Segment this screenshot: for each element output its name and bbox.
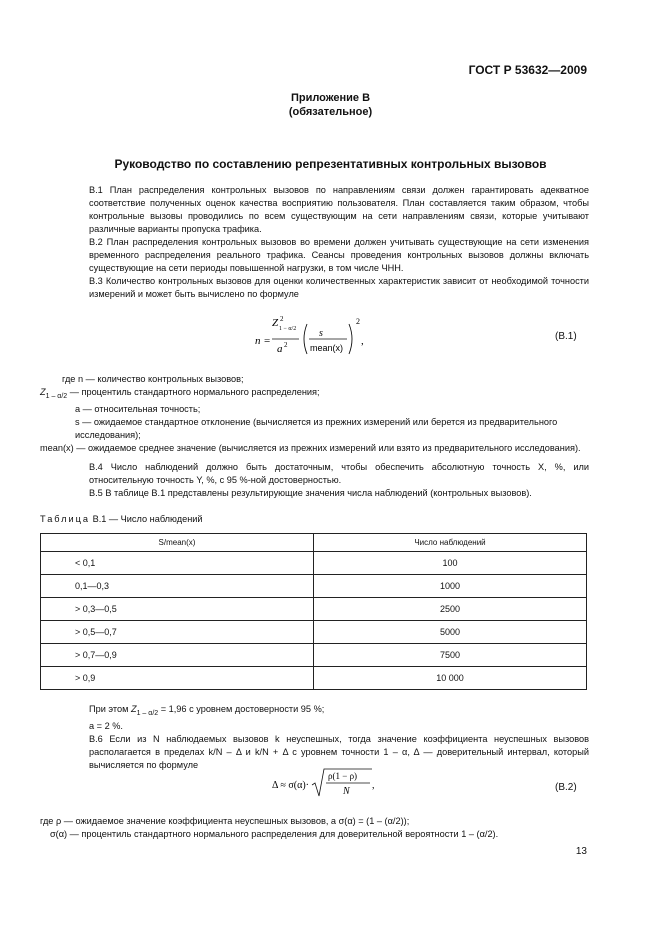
table-cell-ratio: > 0,9	[41, 667, 314, 690]
table-row	[41, 575, 587, 598]
table-cell-ratio: > 0,3—0,5	[41, 598, 314, 621]
paragraph-b4-text: В.4 Число наблюдений должно быть достаточным, чтобы обеспечить абсолютную точность X, %, или относительную точность Y, %, с 95 %-ной достоверностью.	[89, 462, 589, 485]
def-sigma: σ(α) — процентиль стандартного нормального распределения для доверительной вероятности 1 – (α/2).	[50, 829, 499, 839]
section-title: Руководство по составлению репрезентативных контрольных вызовов	[114, 157, 547, 171]
svg-text:,: ,	[361, 335, 364, 347]
def-z: $Z_{1 - \alpha/2}$ — процентиль стандартного нормального распределения;	[40, 387, 320, 400]
page-number: 13	[575, 846, 587, 857]
table-caption-rest: В.1 — Число наблюдений	[92, 514, 203, 524]
after-table-a: a = 2 %.	[89, 720, 123, 731]
svg-text:1 − α/2: 1 − α/2	[279, 326, 297, 332]
def-mean: mean(x) — ожидаемое среднее значение (вычисляется из прежних измерений или взято из предварительного исследования).	[40, 442, 581, 453]
table-cell-ratio: > 0,5—0,7	[41, 621, 314, 644]
table-row	[41, 621, 587, 644]
table-cell-count: 7500	[314, 644, 587, 667]
table-cell-count: 10 000	[314, 667, 587, 690]
table-header-count: Число наблюдений	[314, 534, 587, 552]
svg-text:=: =	[264, 335, 271, 347]
table-cell-ratio: < 0,1	[41, 552, 314, 575]
svg-text:2: 2	[356, 317, 360, 326]
formula-b2	[272, 766, 382, 800]
document-code: ГОСТ Р 53632—2009	[468, 63, 587, 77]
paragraph-b1-text: В.1 План распределения контрольных вызовов по направлениям связи должен гарантировать адекватное соответствие полученных оценок качества восприятию пользователя. План составляется таким образом, чтобы контрольные вызовы проводились по всем существующим на сети направлениям связи, которые учитывают различные варианты пропуска трафика.	[89, 185, 589, 234]
svg-text:Δ ≈ σ(α)·: Δ ≈ σ(α)·	[272, 780, 309, 791]
table-cell-count: 5000	[314, 621, 587, 644]
table-cell-count: 1000	[314, 575, 587, 598]
def-a: a — относительная точность;	[75, 403, 201, 414]
after-table-z: При этом $Z_{1 - \alpha/2} = 1,96$ с уровнем достоверности 95 %;	[89, 704, 325, 717]
def-z-text: — процентиль стандартного нормального распределения;	[69, 387, 320, 397]
svg-text:mean(x): mean(x)	[310, 343, 344, 353]
table-caption-prefix: Таблица	[40, 514, 91, 524]
paragraph-b1	[73, 184, 589, 301]
formula-b2-label: (В.2)	[555, 782, 577, 793]
table-row	[41, 644, 587, 667]
table-cell-count: 100	[314, 552, 587, 575]
final-definitions	[40, 815, 600, 841]
svg-text:,: ,	[372, 780, 375, 791]
appendix-title: Приложение В	[290, 92, 371, 104]
table-cell-count: 2500	[314, 598, 587, 621]
appendix-status: (обязательное)	[288, 106, 373, 118]
table-caption	[40, 514, 203, 524]
formula-b1-label: (В.1)	[555, 331, 577, 342]
def-s: s — ожидаемое стандартное отклонение (вычисляется из прежних измерений или берется из предварительного исследования);	[75, 416, 558, 440]
table-header-ratio: S/mean(x)	[41, 534, 314, 552]
svg-text:ρ(1 − ρ): ρ(1 − ρ)	[328, 771, 358, 781]
paragraph-b2-text: В.2 План распределения контрольных вызовов во времени должен учитывать существующие на сети изменения временного распределения реального трафика. Сеансы проведения контрольных вызовов должны включать существующие на сети периоды повышенной нагрузки, в том числе ЧНН.	[89, 237, 589, 273]
formula-b1	[255, 310, 375, 358]
appendix-heading	[0, 91, 661, 119]
table-cell-ratio: > 0,7—0,9	[41, 644, 314, 667]
svg-text:a: a	[277, 343, 283, 355]
formula-b1-n: n	[255, 335, 261, 347]
svg-text:N: N	[343, 786, 350, 797]
table-row	[41, 598, 587, 621]
svg-text:s: s	[319, 328, 323, 339]
paragraph-b3-text: В.3 Количество контрольных вызовов для оценки количественных характеристик зависит от необходимой точности измерений и может быть вычислено по формуле	[89, 276, 589, 299]
def-n: где n — количество контрольных вызовов;	[62, 374, 244, 384]
after-table-z-text: = 1,96 с уровнем достоверности 95 %;	[160, 704, 325, 714]
after-table	[73, 703, 589, 772]
paragraph-b6-text: В.6 Если из N наблюдаемых вызовов k неуспешных, тогда значение коэффициента неуспешных вызовов располагается в пределах k/N – Δ и k/N + Δ с уровнем точности 1 – α, Δ — доверительный интервал, который вычисляется по формуле	[89, 733, 589, 770]
svg-text:2: 2	[280, 315, 284, 323]
def-rho: где ρ — ожидаемое значение коэффициента неуспешных вызовов, а σ(α) = (1 – (α/2));	[40, 816, 410, 826]
definitions	[40, 373, 588, 455]
paragraph-b4-b5	[73, 461, 589, 500]
svg-text:Z: Z	[272, 317, 279, 329]
table-row	[41, 667, 587, 690]
paragraph-b5-text: В.5 В таблице В.1 представлены результирующие значения числа наблюдений (контрольных вызовов).	[89, 488, 532, 498]
table-row	[41, 552, 587, 575]
svg-text:2: 2	[284, 341, 288, 349]
table-cell-ratio: 0,1—0,3	[41, 575, 314, 598]
observations-table	[40, 533, 587, 690]
